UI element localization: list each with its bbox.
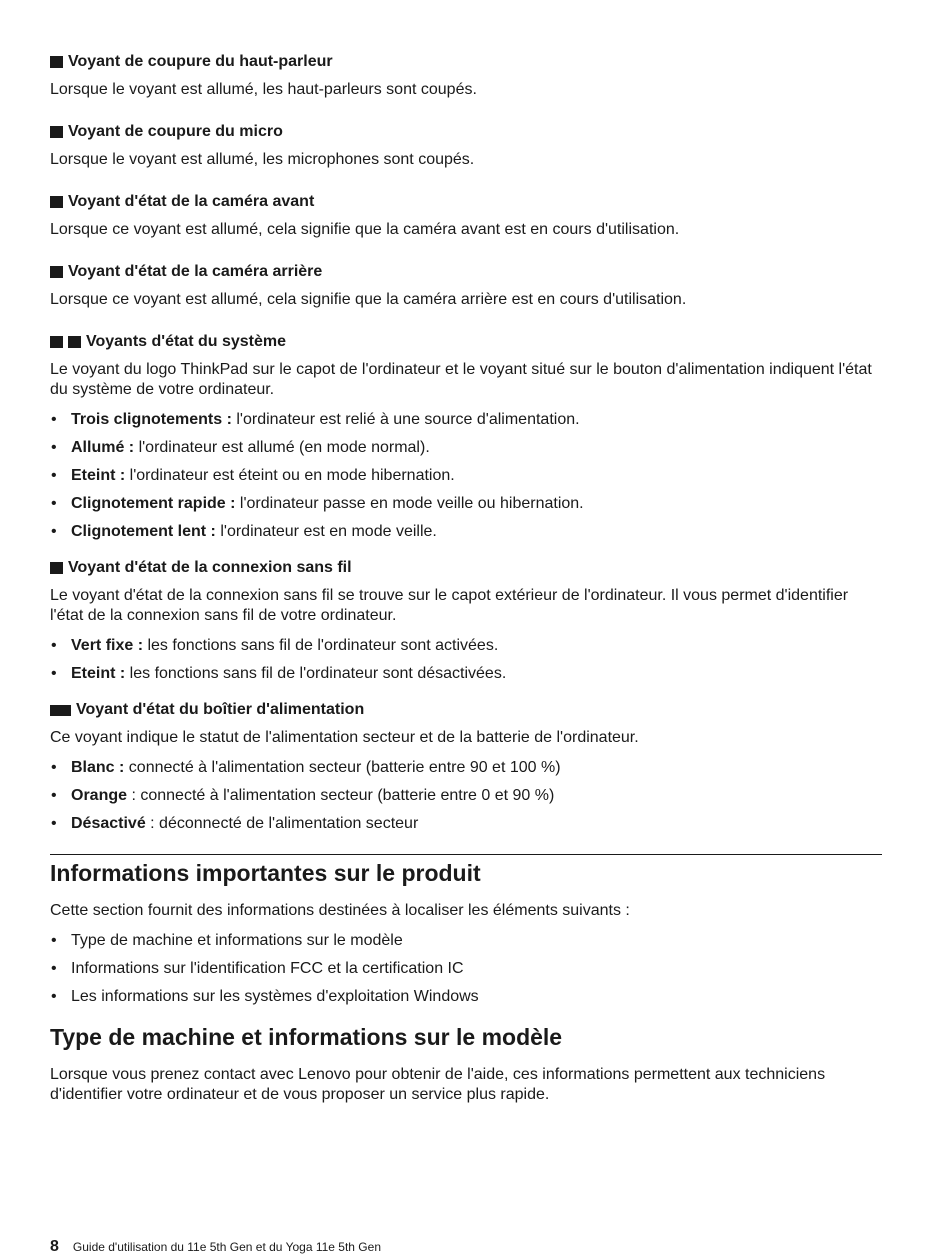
section-text: Le voyant du logo ThinkPad sur le capot de l'ordinateur et le voyant situé sur le bouton d'alimentation indiquent l'état du système de votre ordinateur. (50, 361, 872, 398)
heading-product-info: Informations importantes sur le produit (50, 860, 481, 886)
list-item: • Blanc : connecté à l'alimentation secteur (batterie entre 90 et 100 %) (50, 758, 882, 778)
section-text: Lorsque le voyant est allumé, les microphones sont coupés. (50, 151, 475, 168)
section-title: Voyant de coupure du micro (68, 123, 283, 140)
status-list (50, 410, 882, 542)
list-item: • Vert fixe : les fonctions sans fil de l'ordinateur sont activées. (50, 636, 882, 656)
section-divider (50, 854, 882, 855)
section-text: Lorsque ce voyant est allumé, cela signifie que la caméra arrière est en cours d'utilisation. (50, 291, 687, 308)
footer-title: Guide d'utilisation du 11e 5th Gen et du Yoga 11e 5th Gen (72, 1240, 381, 1254)
section-title: Voyant d'état de la caméra avant (68, 193, 315, 210)
list-item: • Eteint : l'ordinateur est éteint ou en mode hibernation. (50, 466, 882, 486)
list-item: • Trois clignotements : l'ordinateur est relié à une source d'alimentation. (50, 410, 882, 430)
indicator-square-icon (50, 126, 63, 138)
list-item: • Orange : connecté à l'alimentation secteur (batterie entre 0 et 90 %) (50, 786, 882, 806)
status-list (50, 758, 882, 834)
section-text: Lorsque vous prenez contact avec Lenovo pour obtenir de l'aide, ces informations permettent aux techniciens d'identifier votre ordinateur et de vous proposer un service plus rapide. (50, 1066, 826, 1103)
list-item: • Type de machine et informations sur le modèle (50, 931, 882, 951)
indicator-square-icon (50, 196, 63, 208)
list-item: • Allumé : l'ordinateur est allumé (en mode normal). (50, 438, 882, 458)
section-heading (50, 122, 882, 142)
section-heading (50, 192, 882, 212)
list-item: • Informations sur l'identification FCC et la certification IC (50, 959, 882, 979)
section-text: Ce voyant indique le statut de l'alimentation secteur et de la batterie de l'ordinateur. (50, 729, 639, 746)
indicator-square-icon (68, 336, 81, 348)
section-title: Voyant d'état du boîtier d'alimentation (76, 701, 365, 718)
list-item: • Eteint : les fonctions sans fil de l'ordinateur sont désactivées. (50, 664, 882, 684)
section-title: Voyants d'état du système (86, 333, 287, 350)
section-title: Voyant de coupure du haut-parleur (68, 53, 333, 70)
section-text: Le voyant d'état de la connexion sans fil se trouve sur le capot extérieur de l'ordinateur. Il vous permet d'identifier l'état de la connexion sans fil de votre ordinateur. (50, 587, 849, 624)
section-heading (50, 700, 882, 720)
status-list (50, 636, 882, 684)
section-heading (50, 332, 882, 352)
list-item: • Désactivé : déconnecté de l'alimentation secteur (50, 814, 882, 834)
page-footer (50, 1238, 381, 1256)
indicator-square-icon (50, 56, 63, 68)
page-number: 8 (50, 1238, 59, 1255)
indicator-bar-icon (50, 705, 71, 716)
section-text: Cette section fournit des informations destinées à localiser les éléments suivants : (50, 902, 630, 919)
section-title: Voyant d'état de la caméra arrière (68, 263, 323, 280)
indicator-square-icon (50, 336, 63, 348)
section-title: Voyant d'état de la connexion sans fil (68, 559, 352, 576)
info-list (50, 931, 882, 1007)
indicator-square-icon (50, 562, 63, 574)
list-item: • Clignotement lent : l'ordinateur est en mode veille. (50, 522, 882, 542)
indicator-square-icon (50, 266, 63, 278)
page-content (50, 52, 882, 1127)
section-heading (50, 558, 882, 578)
heading-machine-type: Type de machine et informations sur le modèle (50, 1024, 563, 1050)
section-heading (50, 262, 882, 282)
list-item: • Clignotement rapide : l'ordinateur passe en mode veille ou hibernation. (50, 494, 882, 514)
list-item: • Les informations sur les systèmes d'exploitation Windows (50, 987, 882, 1007)
section-heading (50, 52, 882, 72)
section-text: Lorsque le voyant est allumé, les haut-parleurs sont coupés. (50, 81, 477, 98)
section-text: Lorsque ce voyant est allumé, cela signifie que la caméra avant est en cours d'utilisation. (50, 221, 680, 238)
